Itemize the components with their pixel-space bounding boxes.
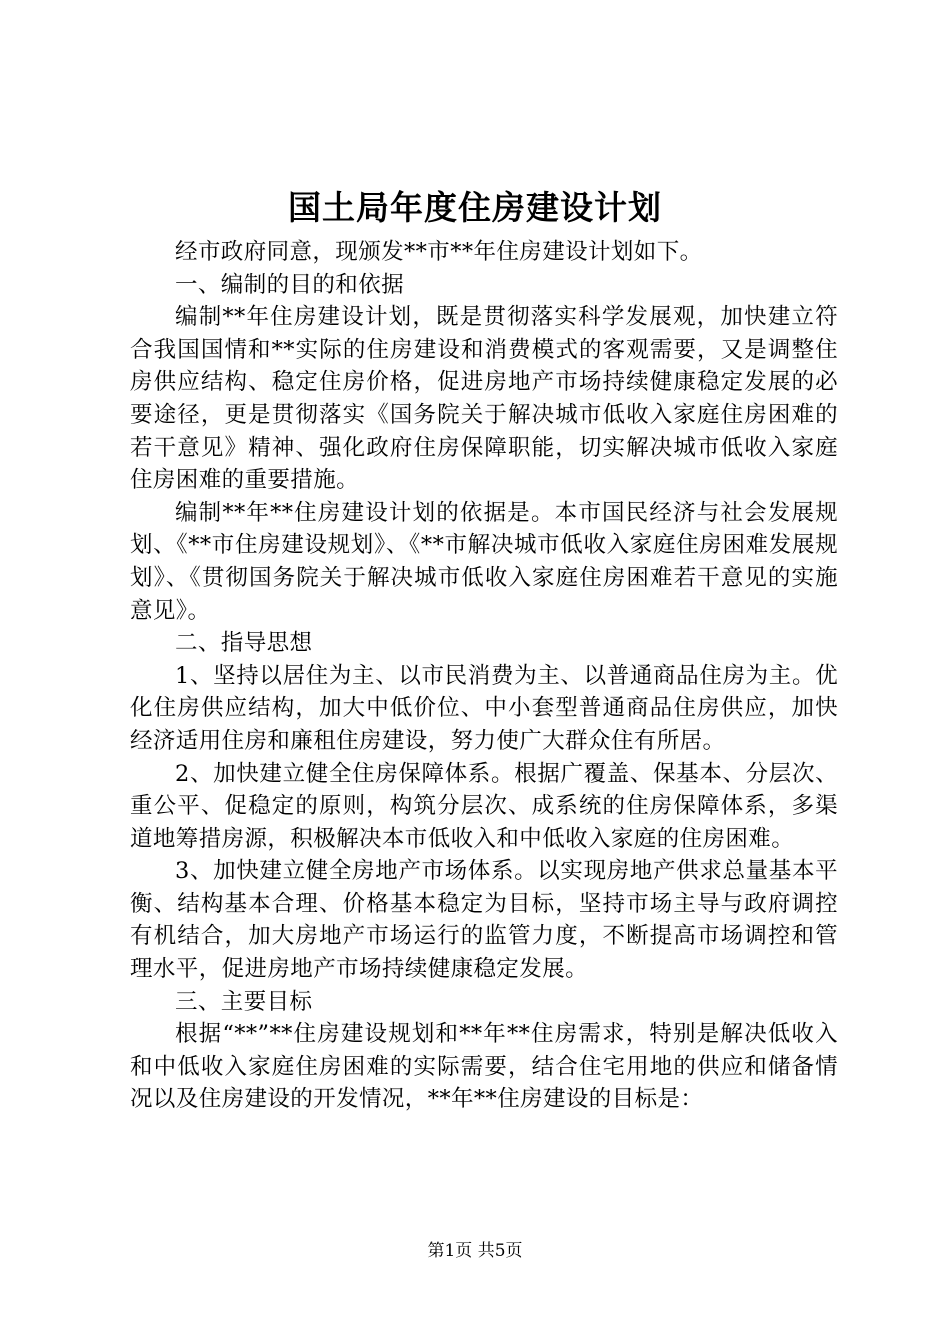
- section-heading-2: 二、指导思想: [175, 630, 313, 657]
- document-body: [130, 236, 838, 1116]
- section-heading-3: 三、主要目标: [175, 988, 313, 1015]
- paragraph: 编制**年住房建设计划，既是贯彻落实科学发展观，加快建立符合我国国情和**实际的住房建设和消费模式的客观需要，又是调整住房供应结构、稳定住房价格，促进房地产市场持续健康稳定发展的必要途径，更是贯彻落实《国务院关于解决城市低收入家庭住房困难的若干意见》精神、强化政府住房保障职能，切实解决城市低收入家庭住房困难的重要措施。: [130, 304, 838, 494]
- paragraph: 根据“**”**住房建设规划和**年**住房需求，特别是解决低收入和中低收入家庭住房困难的实际需要，结合住宅用地的供应和储备情况以及住房建设的开发情况，**年**住房建设的目标是：: [130, 1021, 838, 1113]
- section-heading-1: 一、编制的目的和依据: [175, 271, 405, 298]
- paragraph: 1、坚持以居住为主、以市民消费为主、以普通商品住房为主。优化住房供应结构，加大中低价位、中小套型普通商品住房供应，加快经济适用住房和廉租住房建设，努力使广大群众住有所居。: [130, 662, 838, 754]
- paragraph: 编制**年**住房建设计划的依据是。本市国民经济与社会发展规划、《**市住房建设规划》、《**市解决城市低收入家庭住房困难发展规划》、《贯彻国务院关于解决城市低收入家庭住房困难若干意见的实施意见》。: [130, 499, 838, 624]
- paragraph: 2、加快建立健全住房保障体系。根据广覆盖、保基本、分层次、重公平、促稳定的原则，构筑分层次、成系统的住房保障体系，多渠道地筹措房源，积极解决本市低收入和中低收入家庭的住房困难。: [130, 760, 838, 852]
- paragraph-intro: 经市政府同意，现颁发**市**年住房建设计划如下。: [175, 239, 703, 265]
- document-title: 国土局年度住房建设计划: [288, 188, 662, 227]
- page-footer: 第1页 共5页: [427, 1241, 523, 1261]
- paragraph: 3、加快建立健全房地产市场体系。以实现房地产供求总量基本平衡、结构基本合理、价格基本稳定为目标，坚持市场主导与政府调控有机结合，加大房地产市场运行的监管力度，不断提高市场调控和管理水平，促进房地产市场持续健康稳定发展。: [130, 858, 838, 983]
